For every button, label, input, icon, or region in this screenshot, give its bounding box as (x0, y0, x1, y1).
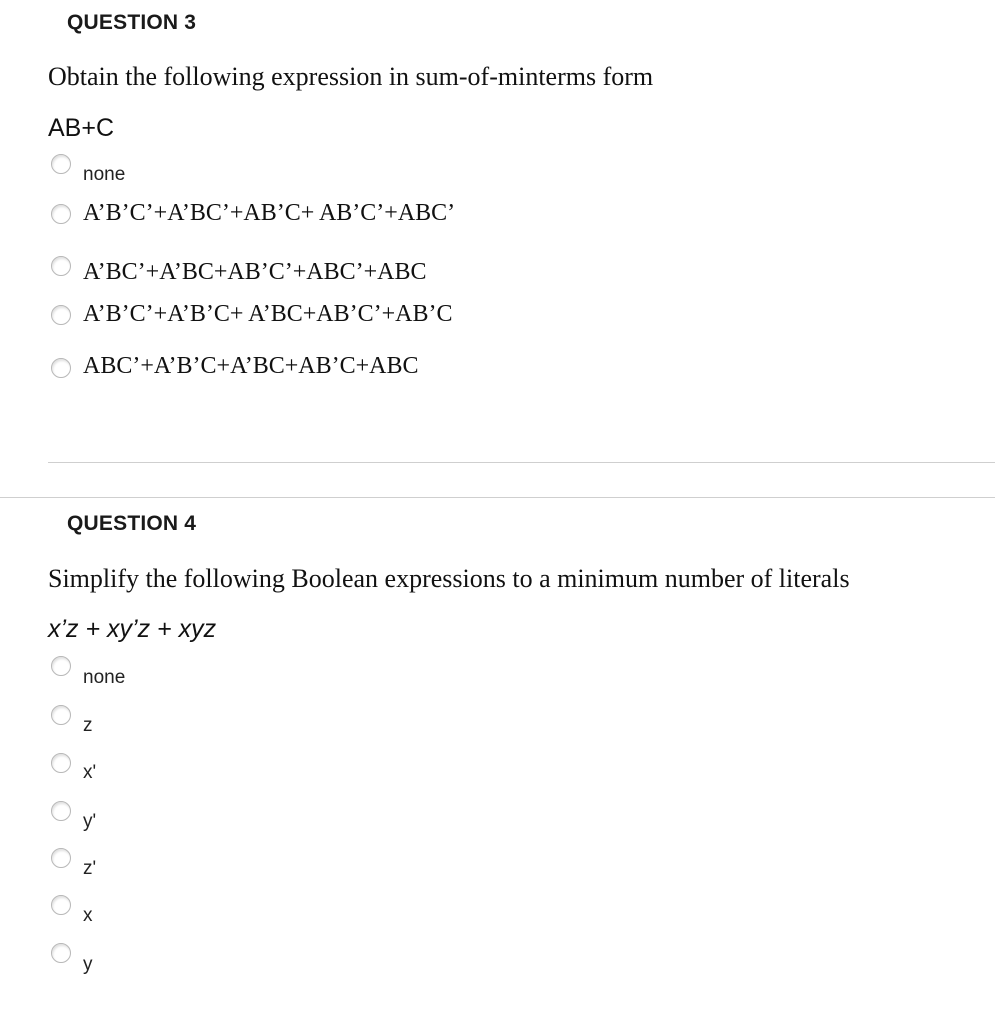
question-3-bottom-divider (48, 462, 995, 463)
q4-option-2-label[interactable]: z (83, 715, 93, 736)
question-3-heading: QUESTION 3 (67, 11, 197, 34)
q4-option-5-label[interactable]: z' (83, 858, 97, 879)
q4-option-7-radio[interactable] (51, 943, 71, 963)
q3-option-3-radio[interactable] (51, 256, 71, 276)
question-separator (0, 497, 995, 498)
q4-option-3-radio[interactable] (51, 753, 71, 773)
question-3-expression: AB+C (48, 114, 115, 142)
q3-option-2-radio[interactable] (51, 204, 71, 224)
q3-option-5-radio[interactable] (51, 358, 71, 378)
question-4-expression: x’z + xy’z + xyz (48, 615, 217, 643)
q3-option-2-label[interactable]: A’B’C’+A’BC’+AB’C+ AB’C’+ABC’ (83, 200, 456, 226)
q4-option-1-radio[interactable] (51, 656, 71, 676)
q3-option-1-radio[interactable] (51, 154, 71, 174)
q4-option-3-label[interactable]: x' (83, 762, 97, 783)
q3-option-3-label[interactable]: A’BC’+A’BC+AB’C’+ABC’+ABC (83, 259, 427, 285)
question-4-prompt: Simplify the following Boolean expressions to a minimum number of literals (48, 564, 850, 593)
q4-option-4-label[interactable]: y' (83, 811, 97, 832)
q4-option-2-radio[interactable] (51, 705, 71, 725)
q4-option-7-label[interactable]: y (83, 954, 93, 975)
q3-option-4-radio[interactable] (51, 305, 71, 325)
q3-option-5-label[interactable]: ABC’+A’B’C+A’BC+AB’C+ABC (83, 353, 419, 379)
question-4-heading: QUESTION 4 (67, 512, 197, 535)
question-3-prompt: Obtain the following expression in sum-of-minterms form (48, 62, 654, 91)
q4-option-6-label[interactable]: x (83, 905, 93, 926)
q4-option-6-radio[interactable] (51, 895, 71, 915)
q4-option-1-label[interactable]: none (83, 667, 126, 688)
q4-option-4-radio[interactable] (51, 801, 71, 821)
q3-option-1-label[interactable]: none (83, 164, 126, 185)
q3-option-4-label[interactable]: A’B’C’+A’B’C+ A’BC+AB’C’+AB’C (83, 301, 453, 327)
q4-option-5-radio[interactable] (51, 848, 71, 868)
